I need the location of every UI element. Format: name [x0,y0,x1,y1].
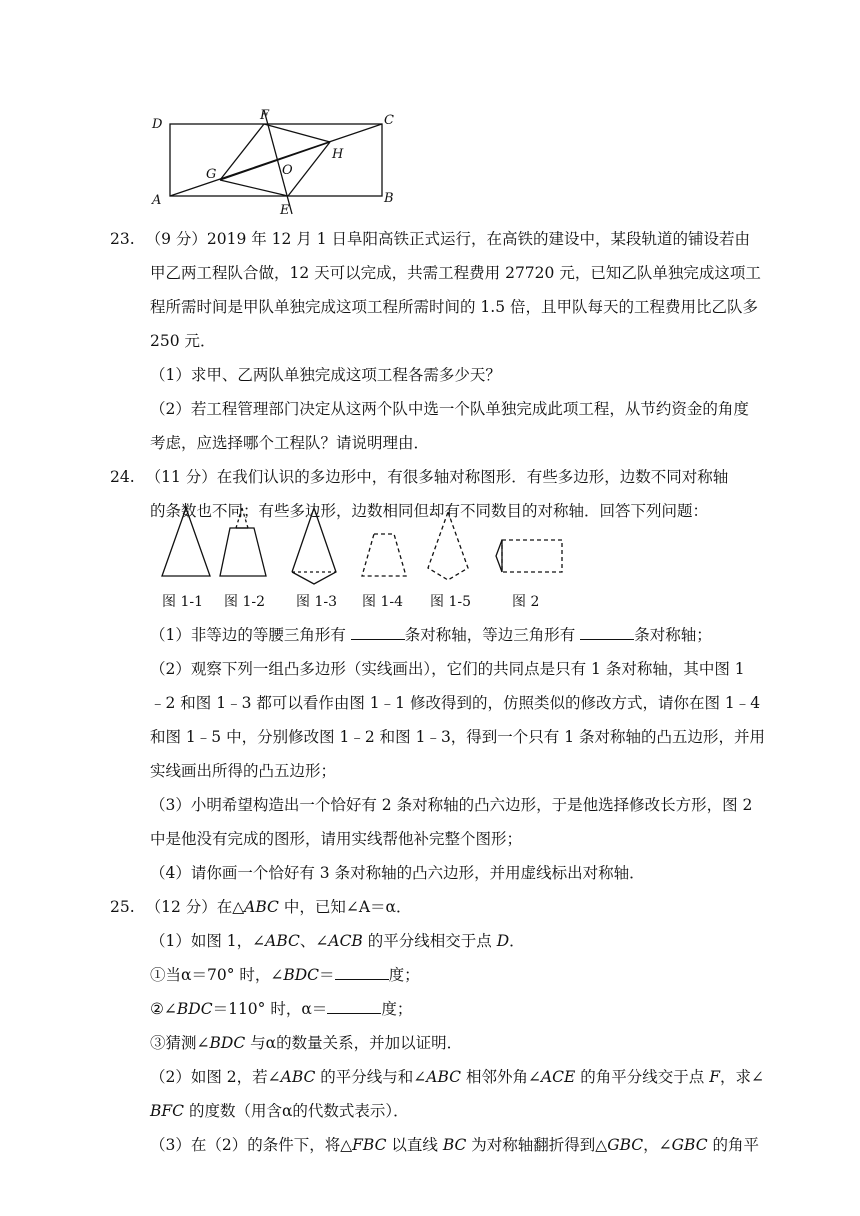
q24-text1: （11 分）在我们认识的多边形中，有很多轴对称图形．有些多边形，边数不同对称轴 [145,468,729,486]
caption-1-5: 图 1-5 [430,594,471,610]
q25-sub2-line2: BFC 的度数（用含α的代数式表示）． [150,1102,409,1120]
caption-1-2: 图 1-2 [224,594,265,610]
q25-c1: ①当α＝70° 时，∠BDC＝ 度； [150,966,420,984]
q24-line1 [110,466,728,488]
segment-fh [264,124,330,142]
q24-sub2c: 和图 1﹣5 中，分别修改图 1﹣2 和图 1﹣3，得到一个只有 1 条对称轴的凸五边形，并用 [150,728,766,746]
label-h: H [332,147,344,162]
q23-sub2b: 考虑，应选择哪个工程队？请说明理由． [150,434,430,452]
q24-sub4: （4）请你画一个恰好有 3 条对称轴的凸六边形，并用虚线标出对称轴． [150,864,645,882]
fig-1-2-trapezoid [220,528,266,576]
blank-bdc-degrees[interactable] [335,965,389,980]
q23-sub1: （1）求甲、乙两队单独完成这项工程各需多少天？ [150,366,501,384]
fig-1-5-dashed-kite [428,512,468,580]
segment-he [288,142,330,196]
q24-number: 24. [110,468,135,486]
q23-number: 23. [110,230,135,248]
label-o: O [282,163,293,178]
fig-1-1-triangle [162,508,210,576]
q24-sub3a: （3）小明希望构造出一个恰好有 2 条对称轴的凸六边形，于是他选择修改长方形，图 2 [150,796,753,814]
fig-2-rectangle [502,540,562,572]
q25-c2: ②∠BDC＝110° 时，α＝ 度； [150,1000,413,1018]
q25-c3: ③猜测∠BDC 与α的数量关系，并加以证明． [150,1034,463,1052]
blank-isosceles-axes[interactable] [351,625,405,640]
caption-1-4: 图 1-4 [362,594,403,610]
q23-line1 [110,228,750,250]
label-c: C [384,113,394,128]
q23-sub2a: （2）若工程管理部门决定从这两个队中选一个队单独完成此项工程，从节约资金的角度 [150,400,749,418]
label-d: D [152,117,163,132]
q24-line2: 的条数也不同；有些多边形，边数相同但却有不同数目的对称轴．回答下列问题： [150,502,709,520]
segment-ge [220,180,288,196]
fig-1-4-dashed-trapezoid [362,534,406,576]
blank-alpha-degrees[interactable] [327,999,381,1014]
q24-sub2b: ﹣2 和图 1﹣3 都可以看作由图 1﹣1 修改得到的，仿照类似的修改方式，请你在图 1﹣4 [150,694,761,712]
q24-sub1: （1）非等边的等腰三角形有 条对称轴，等边三角形有 条对称轴； [150,626,712,644]
label-a: A [152,193,162,208]
q25-sub1: （1）如图 1，∠ABC、∠ACB 的平分线相交于点 D． [150,932,525,950]
blank-equilateral-axes[interactable] [580,625,634,640]
caption-2: 图 2 [512,594,540,610]
q25-sub2: （2）如图 2，若∠ABC 的平分线与和∠ABC 相邻外角∠ACE 的角平分线交于点 F，求∠ [150,1068,764,1086]
label-g: G [206,167,217,182]
q23-line3: 程所需时间是甲队单独完成这项工程所需时间的 1.5 倍，且甲队每天的工程费用比乙队多 [150,298,759,316]
q23-line4: 250 元． [150,332,216,350]
q23-line2: 甲乙两工程队合做，12 天可以完成，共需工程费用 27720 元，已知乙队单独完成这项工 [150,264,761,282]
label-b: B [384,191,394,206]
q25-sub3: （3）在（2）的条件下，将△FBC 以直线 BC 为对称轴翻折得到△GBC，∠GBC 的角平 [150,1136,759,1154]
label-e: E [280,203,290,218]
fig-2-partial-hexagon [496,540,502,572]
caption-1-1: 图 1-1 [162,594,203,610]
rectangle-figure [148,104,408,220]
label-f: F [260,108,270,123]
caption-1-3: 图 1-3 [296,594,337,610]
q24-sub2d: 实线画出所得的凸五边形； [150,762,337,780]
segment-gh [220,142,330,180]
q25-number: 25. [110,898,135,916]
q23-text1: （9 分）2019 年 12 月 1 日阜阳高铁正式运行，在高铁的建设中，某段轨道的铺设若由 [145,230,751,248]
polygon-figures [150,500,570,618]
q24-sub3b: 中是他没有完成的图形，请用实线帮他补完整个图形； [150,830,523,848]
q25-line1: 25. （12 分）在△ABC 中，已知∠A＝α． [110,898,412,916]
q24-sub2a: （2）观察下列一组凸多边形（实线画出），它们的共同点是只有 1 条对称轴，其中图 1 [150,660,745,678]
